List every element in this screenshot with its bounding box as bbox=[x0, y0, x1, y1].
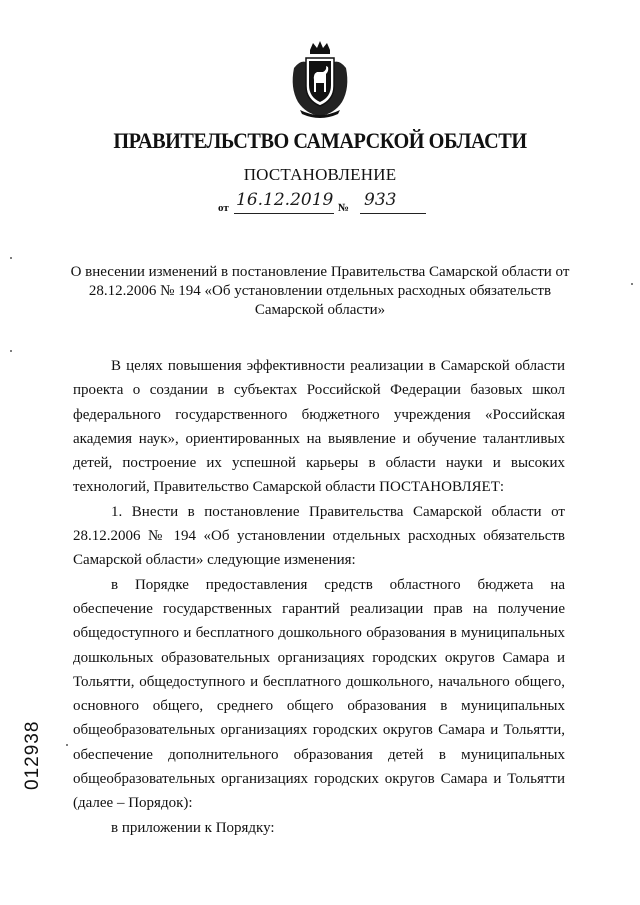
date-prefix: от bbox=[218, 202, 229, 214]
paragraph-item-1: 1. Внести в постановление Правительства Самарской области от 28.12.2006 № 194 «Об установлении отдельных расходных обязательств Самарской области» следующие изменения: bbox=[73, 503, 565, 569]
date-number-line bbox=[218, 192, 428, 216]
document-body bbox=[73, 354, 565, 840]
number-prefix: № bbox=[338, 202, 350, 214]
paragraph-annex: в приложении к Порядку: bbox=[111, 819, 275, 836]
side-registration-number: 012938 bbox=[22, 720, 43, 790]
handwritten-date: 16.12.2019 bbox=[236, 190, 334, 210]
scan-speck bbox=[66, 744, 68, 746]
scan-speck bbox=[10, 257, 12, 259]
scan-speck bbox=[631, 283, 633, 285]
scan-speck bbox=[10, 350, 12, 352]
number-underline bbox=[360, 213, 426, 214]
document-subject: О внесении изменений в постановление Правительства Самарской области от 28.12.2006 № 194 «Об установлении отдельных расходных обязательств Самарской области» bbox=[70, 264, 570, 318]
coat-of-arms-icon bbox=[286, 40, 354, 120]
government-name: ПРАВИТЕЛЬСТВО САМАРСКОЙ ОБЛАСТИ bbox=[113, 128, 527, 153]
handwritten-number: 933 bbox=[364, 190, 397, 210]
paragraph-preamble: В целях повышения эффективности реализации в Самарской области проекта о создании в субъектах Российской Федерации базовых школ федерального государственного бюджетного учреждения «Российская академия наук», ориентированных на выявление и обучение талантливых детей, построение их успешной карьеры в области науки и высоких технологий, Правительство Самарской области ПОСТАНОВЛЯЕТ: bbox=[73, 358, 565, 496]
document-type: ПОСТАНОВЛЕНИЕ bbox=[243, 165, 397, 184]
date-underline bbox=[234, 213, 334, 214]
paragraph-procedure: в Порядке предоставления средств областного бюджета на обеспечение государственных гарантий реализации прав на получение общедоступного и бесплатного дошкольного образования в муниципальных дошкольных образовательных организациях городских округов Самара и Тольятти, общедоступного и бесплатного дошкольного, начального общего, основного общего, среднего общего образования в муниципальных общеобразовательных организациях городских округов Самара и Тольятти, обеспечение дополнительного образования детей в муниципальных общеобразовательных организациях городских округов Самара и Тольятти (далее – Порядок): bbox=[73, 576, 565, 812]
